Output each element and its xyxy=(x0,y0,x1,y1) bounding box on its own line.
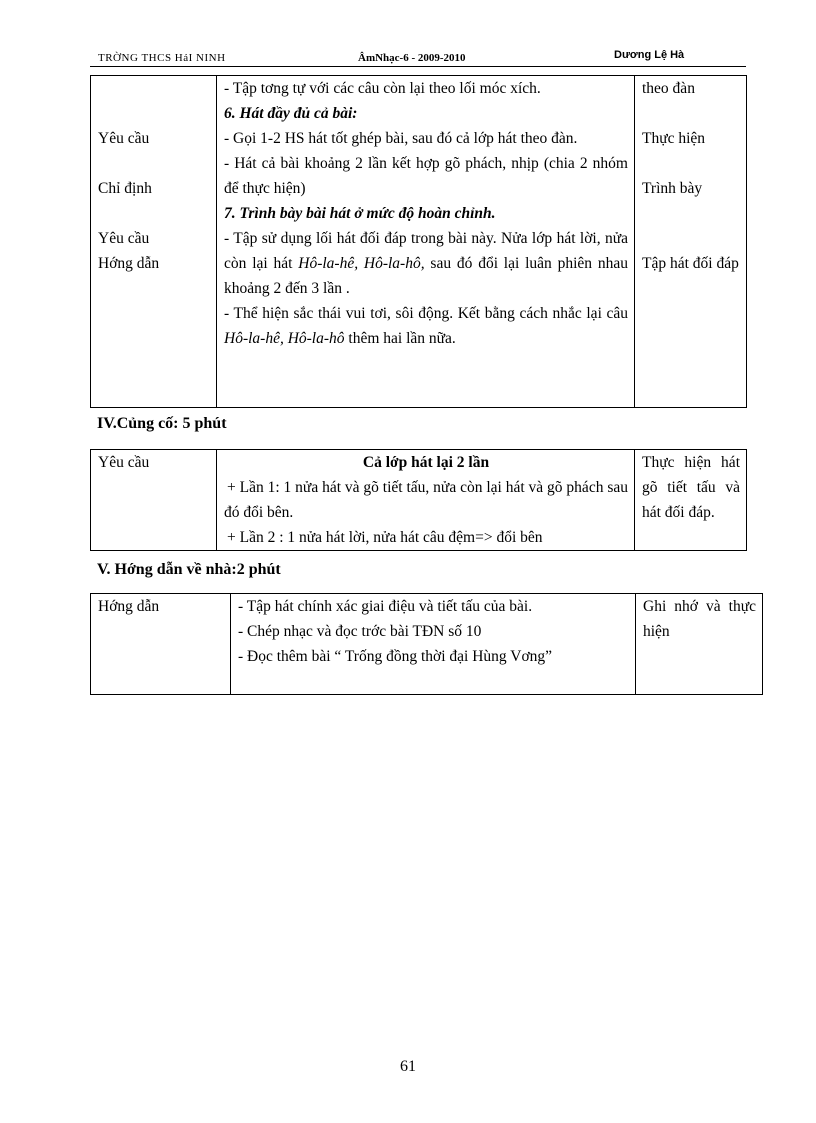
content-line: - Tập hát chính xác giai điệu và tiết tấu của bài. xyxy=(238,598,533,615)
section-heading-6: 6. Hát đầy đủ cả bài: xyxy=(224,105,358,122)
content-line: + Lần 2 : 1 nửa hát lời, nửa hát câu đệm=> đổi bên xyxy=(227,529,543,546)
student-column xyxy=(635,76,747,408)
header-subject: ÂmNhạc-6 - 2009-2010 xyxy=(358,52,466,64)
student-activity: Thực hiện hát gõ tiết tấu và hát đối đáp. xyxy=(635,450,747,551)
content-column xyxy=(231,594,636,695)
student-activity: Trình bày xyxy=(642,180,703,197)
activity-label: Chỉ định xyxy=(98,180,152,197)
student-activity: theo đàn xyxy=(642,80,695,97)
content-line: - Tập tơng tự với các câu còn lại theo lối móc xích. xyxy=(224,80,541,97)
student-activity: Tập hát đối đáp xyxy=(642,255,739,272)
content-paragraph: - Hát cả bài khoảng 2 lần kết hợp gõ phách, nhịp (chia 2 nhóm để thực hiện) xyxy=(224,155,628,197)
activity-column xyxy=(91,76,217,408)
activity-label: Yêu cầu xyxy=(91,450,217,551)
content-column xyxy=(217,450,635,551)
header-school: TRỜNG THCS HảI NINH xyxy=(98,52,226,64)
activity-label: Hớng dẫn xyxy=(91,594,231,695)
content-line: + Lần 1: 1 nửa hát và gõ tiết tấu, nửa còn lại hát và gõ phách sau đó đổi bên. xyxy=(224,479,628,521)
page-header xyxy=(90,44,746,67)
student-activity: Thực hiện xyxy=(642,130,706,147)
activity-label: Hớng dẫn xyxy=(98,255,160,272)
activity-label: Yêu cầu xyxy=(98,130,150,147)
content-paragraph: - Gọi 1-2 HS hát tốt ghép bài, sau đó cả lớp hát theo đàn. xyxy=(224,130,578,147)
header-teacher: Dương Lệ Hà xyxy=(614,49,685,61)
content-line: - Đọc thêm bài “ Trống đồng thời đại Hùng Vơng” xyxy=(238,648,553,665)
homework-table xyxy=(90,593,763,695)
consolidation-table xyxy=(90,449,747,551)
content-paragraph: - Tập sử dụng lối hát đối đáp trong bài này. Nửa lớp hát lời, nửa còn lại hát Hô-la-hê, Hô-la-hô, sau đó đổi lại luân phiên nhau khoảng 2 đến 3 lần . xyxy=(224,230,628,297)
activity-label: Yêu cầu xyxy=(98,230,150,247)
lesson-table-part-1 xyxy=(90,75,747,408)
page-number: 61 xyxy=(400,1058,416,1075)
content-line: - Chép nhạc và đọc trớc bài TĐN số 10 xyxy=(238,623,482,640)
content-paragraph: - Thể hiện sắc thái vui tơi, sôi động. Kết bằng cách nhắc lại câu Hô-la-hê, Hô-la-hô thêm hai lần nữa. xyxy=(224,305,628,347)
section-title-homework: V. Hớng dẫn về nhà:2 phút xyxy=(97,561,281,578)
content-column xyxy=(217,76,635,408)
section-heading-7: 7. Trình bày bài hát ở mức độ hoàn chỉnh. xyxy=(224,205,496,222)
student-activity: Ghi nhớ và thực hiện xyxy=(636,594,763,695)
consolidation-heading: Cả lớp hát lại 2 lần xyxy=(362,454,490,471)
section-title-consolidation: IV.Củng cố: 5 phút xyxy=(97,415,227,432)
